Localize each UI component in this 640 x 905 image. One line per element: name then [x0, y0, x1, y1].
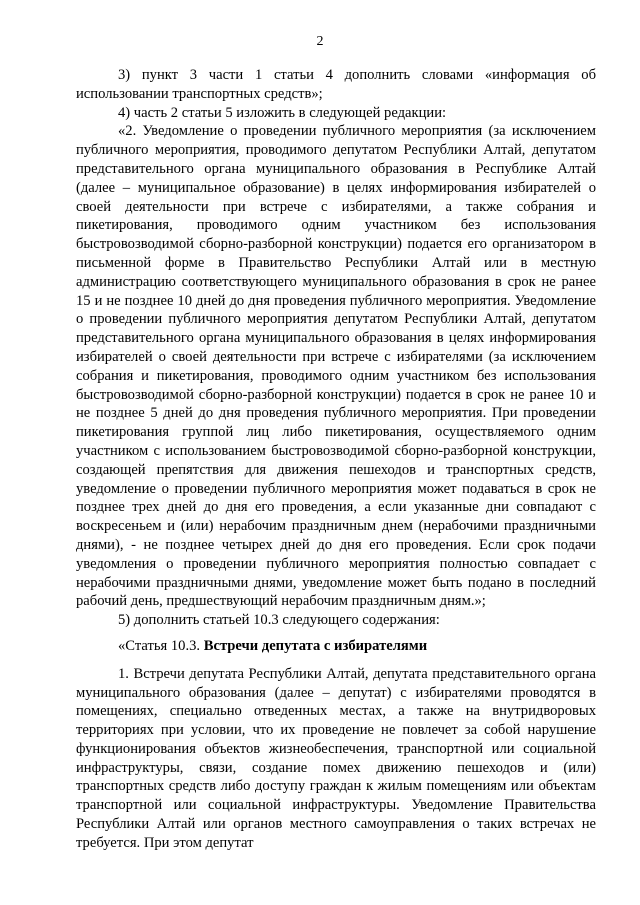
page-number: 2	[316, 34, 324, 49]
document-body	[76, 66, 596, 853]
paragraph-amendment-3: 3) пункт 3 части 1 статьи 4 дополнить словами «информация об использовании транспортных средств»;	[76, 67, 596, 102]
article-heading	[76, 637, 596, 656]
article-title: Встречи депутата с избирателями	[203, 637, 428, 654]
paragraph-notification-text: «2. Уведомление о проведении публичного мероприятия (за исключением публичного мероприятия, проводимого депутатом Республики Алтай, депутатом представительного органа муниципального образования в Республике Алтай (далее – муниципальное образование) в целях информирования избирателей о своей деятельности при встрече с избирателями, а также собрания и пикетирования, проводимого одним участником без использования быстровозводимой сборно-разборной конструкции) подается его организатором в письменной форме в Правительство Республики Алтай или в местную администрацию соответствующего муниципального образования в срок не ранее 15 и не позднее 10 дней до дня проведения публичного мероприятия. Уведомление о проведении публичного мероприятия депутатом Республики Алтай, депутатом представительного органа муниципального образования в целях информирования избирателей о своей деятельности при встрече с избирателями (за исключением собрания и пикетирования, проводимого одним участником без использования быстровозводимой сборно-разборной конструкции) подается в срок не ранее 10 и не позднее 5 дней до дня проведения публичного мероприятия. При проведении пикетирования группой лиц либо пикетирования, осуществляемого одним участником с использованием быстровозводимой сборно-разборной конструкции, создающей препятствия для движения пешеходов и транспортных средств, уведомление о проведении публичного мероприятия может подаваться в срок не позднее трех дней до дня его проведения, а если указанные дни совпадают с воскресеньем и (или) нерабочим праздничным днем (нерабочими праздничными днями), - не позднее четырех дней до дня его проведения. Если срок подачи уведомления о проведении публичного мероприятия полностью совпадает с нерабочими праздничными днями, уведомление может быть подано в последний рабочий день, предшествующий нерабочим праздничным дням.»;	[76, 123, 596, 610]
paragraph-amendment-4: 4) часть 2 статьи 5 изложить в следующей редакции:	[118, 104, 447, 121]
paragraph-amendment-5: 5) дополнить статьей 10.3 следующего содержания:	[118, 612, 440, 629]
paragraph-article-1: 1. Встречи депутата Республики Алтай, депутата представительного органа муниципального образования (далее – депутат) с избирателями проводятся в помещениях, специально отведенных местах, а также на внутридворовых территориях при условии, что их проведение не повлечет за собой нарушение функционирования объектов жизнеобеспечения, транспортной или социальной инфраструктуры, связи, создание помех движению пешеходов и (или) транспортных средств либо доступу граждан к жилым помещениям или объектам транспортной или социальной инфраструктуры. Уведомление Правительства Республики Алтай или органов местного самоуправления о таких встречах не требуется. При этом депутат	[76, 665, 596, 851]
article-prefix: «Статья 10.3.	[118, 637, 204, 654]
